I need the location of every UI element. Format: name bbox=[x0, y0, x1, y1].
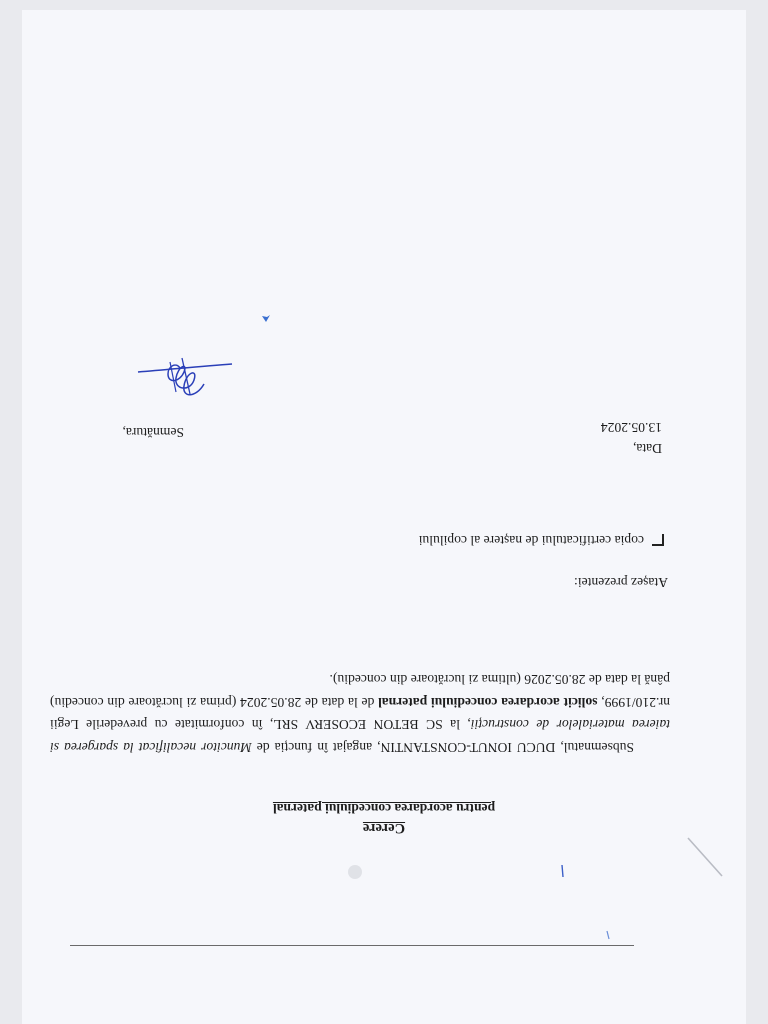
body-intro: Subsemnatul, DUCU IONUT-CONSTANTIN, angajat în funcția de bbox=[251, 740, 634, 755]
request-body bbox=[50, 668, 670, 758]
document-subtitle: pentru acordarea concediului paternal bbox=[272, 801, 496, 816]
date-value: 13.05.2024 bbox=[600, 420, 662, 435]
attachment-item bbox=[419, 532, 664, 548]
signature-icon bbox=[134, 352, 234, 402]
ink-speck bbox=[604, 930, 612, 940]
header-rule bbox=[70, 945, 634, 946]
body-employer: , la SC BETON ECOSERV SRL, în conformitate cu prevederile Legii nr.210/1999, bbox=[50, 695, 670, 733]
document-title: Cerere bbox=[362, 820, 406, 836]
ink-speck bbox=[558, 864, 566, 878]
smudge-mark bbox=[344, 862, 366, 882]
job-title: Muncitor necalificat la spargerea si taierea materialelor de construcții bbox=[50, 717, 670, 755]
ink-speck bbox=[260, 312, 272, 324]
request-paragraph bbox=[50, 668, 670, 758]
checkbox-icon bbox=[652, 534, 664, 546]
date-label: Data, bbox=[632, 441, 662, 456]
signature-label: Semnătura, bbox=[122, 425, 184, 440]
attachment-text: copia certificatului de naștere al copilului bbox=[418, 533, 644, 548]
pencil-mark bbox=[684, 834, 724, 878]
attachments-label: Atașez prezentei: bbox=[574, 575, 668, 590]
request-statement: solicit acordarea concediului paternal bbox=[378, 695, 598, 710]
document-sheet bbox=[22, 10, 746, 1024]
body-period: de la data de 28.05.2024 (prima zi lucrătoare din concediu) până la data de 28.05.2026 (ultima zi lucrătoare din concediu). bbox=[50, 672, 670, 710]
